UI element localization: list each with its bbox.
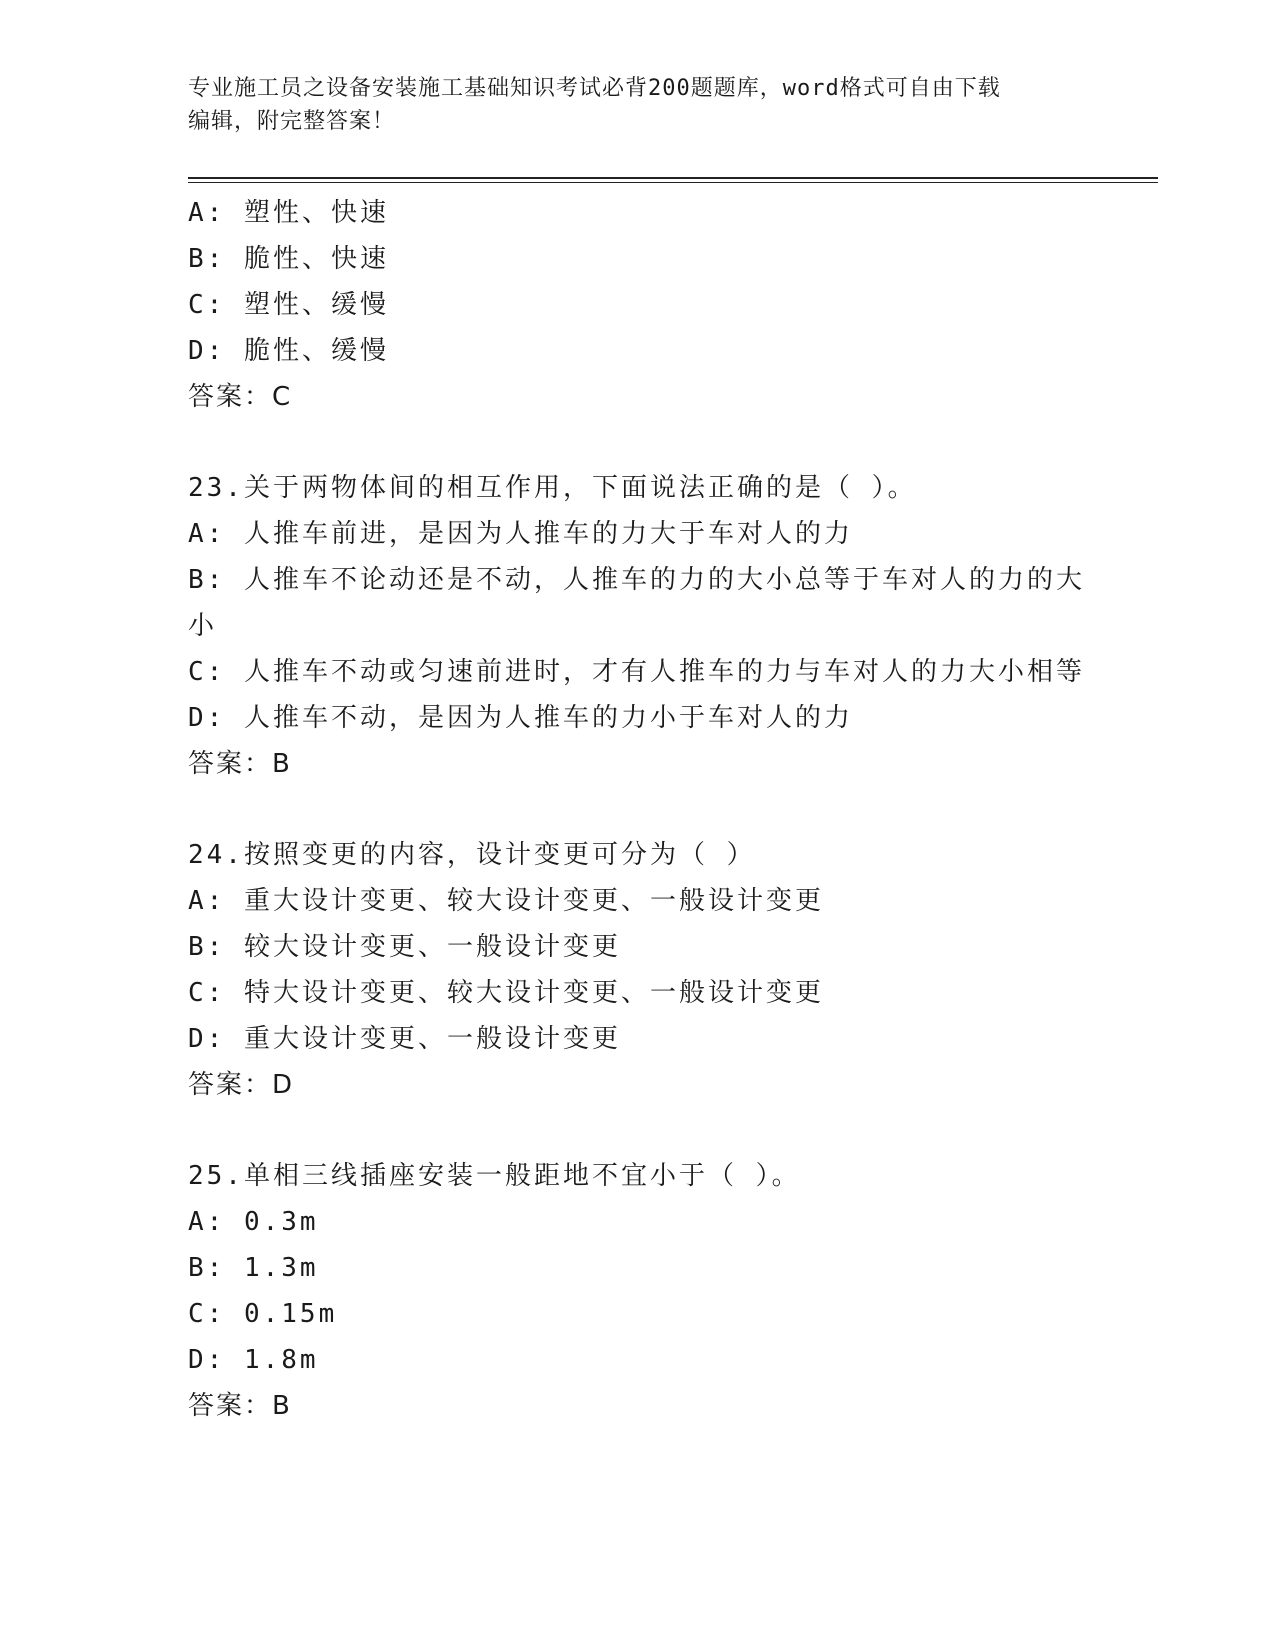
- option-d: D: 人推车不动，是因为人推车的力小于车对人的力: [188, 703, 853, 733]
- document-header: [188, 72, 1068, 138]
- option-b: B: 1.3m: [188, 1253, 319, 1283]
- option-b-line-1: B: 人推车不论动还是不动，人推车的力的大小总等于车对人的力的大: [188, 565, 1085, 595]
- header-title-line-1: 专业施工员之设备安装施工基础知识考试必背200题题库，word格式可自由下载: [188, 76, 1001, 101]
- option-b: B: 较大设计变更、一般设计变更: [188, 932, 621, 962]
- question-24-block: [188, 832, 1088, 1108]
- header-divider-thin: [188, 182, 1158, 183]
- option-c: C: 特大设计变更、较大设计变更、一般设计变更: [188, 978, 824, 1008]
- option-a: A: 塑性、快速: [188, 198, 389, 228]
- option-c: C: 人推车不动或匀速前进时，才有人推车的力与车对人的力大小相等: [188, 657, 1085, 687]
- option-c: C: 塑性、缓慢: [188, 290, 389, 320]
- answer-line: 答案：B: [188, 1391, 292, 1421]
- header-divider-thick: [188, 177, 1158, 179]
- option-d: D: 1.8m: [188, 1345, 319, 1375]
- question-25-block: [188, 1153, 1088, 1429]
- question-list: [188, 190, 1088, 1429]
- option-d: D: 脆性、缓慢: [188, 336, 389, 366]
- question-23-block: [188, 465, 1088, 787]
- answer-line: 答案：D: [188, 1070, 295, 1100]
- option-d: D: 重大设计变更、一般设计变更: [188, 1024, 621, 1054]
- question-text: 25.单相三线插座安装一般距地不宜小于（ ）。: [188, 1161, 801, 1191]
- option-a: A: 0.3m: [188, 1207, 319, 1237]
- answer-line: 答案：B: [188, 749, 292, 779]
- option-c: C: 0.15m: [188, 1299, 338, 1329]
- option-b: B: 脆性、快速: [188, 244, 389, 274]
- question-22-block: [188, 190, 1088, 420]
- header-title-line-2: 编辑，附完整答案！: [188, 109, 396, 134]
- option-a: A: 重大设计变更、较大设计变更、一般设计变更: [188, 886, 824, 916]
- question-text: 23.关于两物体间的相互作用，下面说法正确的是（ ）。: [188, 473, 917, 503]
- question-text: 24.按照变更的内容，设计变更可分为（ ）: [188, 840, 756, 870]
- option-a: A: 人推车前进，是因为人推车的力大于车对人的力: [188, 519, 853, 549]
- option-b-line-2: 小: [188, 611, 218, 641]
- answer-line: 答案：C: [188, 382, 293, 412]
